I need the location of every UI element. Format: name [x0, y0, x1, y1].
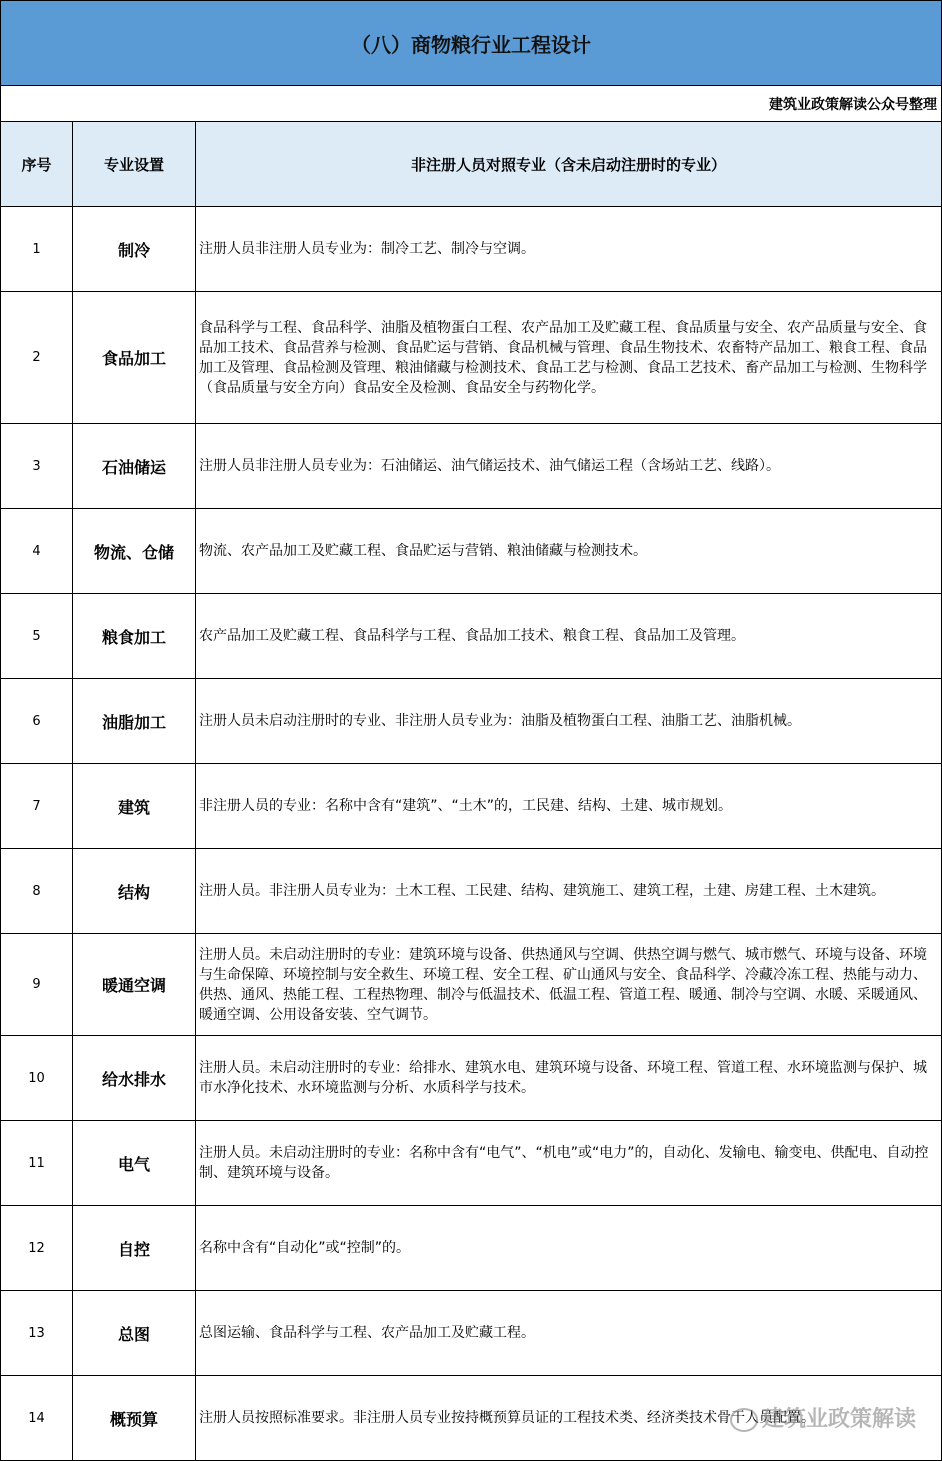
table-row — [1, 849, 942, 934]
table-row — [1, 424, 942, 509]
row-desc: 注册人员。未启动注册时的专业：给排水、建筑水电、建筑环境与设备、环境工程、管道工程、水环境监测与保护、城市水净化技术、水环境监测与分析、水质科学与技术。 — [196, 1036, 942, 1121]
row-major: 制冷 — [73, 207, 196, 292]
row-major: 结构 — [73, 849, 196, 934]
row-desc: 注册人员非注册人员专业为：制冷工艺、制冷与空调。 — [196, 207, 942, 292]
row-desc: 物流、农产品加工及贮藏工程、食品贮运与营销、粮油储藏与检测技术。 — [196, 509, 942, 594]
row-desc: 总图运输、食品科学与工程、农产品加工及贮藏工程。 — [196, 1291, 942, 1376]
row-seq: 13 — [1, 1291, 73, 1376]
row-desc: 注册人员按照标准要求。非注册人员专业按持概预算员证的工程技术类、经济类技术骨干人员配置。 — [196, 1376, 942, 1461]
row-seq: 4 — [1, 509, 73, 594]
watermark-text: 建筑业政策解读 — [762, 1407, 917, 1432]
table-row — [1, 1376, 942, 1461]
row-seq: 9 — [1, 934, 73, 1036]
row-desc: 注册人员。非注册人员专业为：土木工程、工民建、结构、建筑施工、建筑工程，土建、房建工程、土木建筑。 — [196, 849, 942, 934]
row-seq: 7 — [1, 764, 73, 849]
row-seq: 2 — [1, 292, 73, 424]
row-desc: 注册人员。未启动注册时的专业：建筑环境与设备、供热通风与空调、供热空调与燃气、城市燃气、环境与设备、环境与生命保障、环境控制与安全救生、环境工程、安全工程、矿山通风与安全、食品科学、冷藏冷冻工程、热能与动力、供热、通风、热能工程、工程热物理、制冷与低温技术、低温工程、管道工程、暖通、制冷与空调、水暖、采暖通风、暖通空调、公用设备安装、空气调节。 — [196, 934, 942, 1036]
row-major: 概预算 — [73, 1376, 196, 1461]
row-seq: 8 — [1, 849, 73, 934]
table-row — [1, 207, 942, 292]
row-major: 粮食加工 — [73, 594, 196, 679]
row-major: 石油储运 — [73, 424, 196, 509]
credit-line: 建筑业政策解读公众号整理 — [1, 86, 942, 122]
header-major: 专业设置 — [73, 122, 196, 207]
row-seq: 6 — [1, 679, 73, 764]
row-desc: 农产品加工及贮藏工程、食品科学与工程、食品加工技术、粮食工程、食品加工及管理。 — [196, 594, 942, 679]
row-desc: 注册人员非注册人员专业为：石油储运、油气储运技术、油气储运工程（含场站工艺、线路）。 — [196, 424, 942, 509]
table-row — [1, 764, 942, 849]
header-desc: 非注册人员对照专业（含未启动注册时的专业） — [196, 122, 942, 207]
table-row — [1, 1036, 942, 1121]
table-row — [1, 934, 942, 1036]
table-row — [1, 1291, 942, 1376]
row-seq: 12 — [1, 1206, 73, 1291]
row-major: 给水排水 — [73, 1036, 196, 1121]
row-major: 总图 — [73, 1291, 196, 1376]
header-seq: 序号 — [1, 122, 73, 207]
row-desc: 注册人员。未启动注册时的专业：名称中含有“电气”、“机电”或“电力”的，自动化、发输电、输变电、供配电、自动控制、建筑环境与设备。 — [196, 1121, 942, 1206]
table-row — [1, 1206, 942, 1291]
table-row — [1, 679, 942, 764]
row-seq: 11 — [1, 1121, 73, 1206]
row-major: 油脂加工 — [73, 679, 196, 764]
table-row — [1, 509, 942, 594]
row-major: 暖通空调 — [73, 934, 196, 1036]
table-row — [1, 1121, 942, 1206]
row-desc: 注册人员未启动注册时的专业、非注册人员专业为：油脂及植物蛋白工程、油脂工艺、油脂机械。 — [196, 679, 942, 764]
row-seq: 3 — [1, 424, 73, 509]
row-major: 电气 — [73, 1121, 196, 1206]
row-seq: 5 — [1, 594, 73, 679]
table-row — [1, 292, 942, 424]
row-major: 建筑 — [73, 764, 196, 849]
row-major: 自控 — [73, 1206, 196, 1291]
row-major: 物流、仓储 — [73, 509, 196, 594]
row-desc: 食品科学与工程、食品科学、油脂及植物蛋白工程、农产品加工及贮藏工程、食品质量与安全、农产品质量与安全、食品加工技术、食品营养与检测、食品贮运与营销、食品机械与管理、食品生物技术、农畜特产品加工、粮食工程、食品加工及管理、食品检测及管理、粮油储藏与检测技术、食品工艺与检测、食品工艺技术、畜产品加工与检测、生物科学（食品质量与安全方向）食品安全及检测、食品安全与药物化学。 — [196, 292, 942, 424]
row-major: 食品加工 — [73, 292, 196, 424]
header-row — [1, 122, 942, 207]
row-desc: 名称中含有“自动化”或“控制”的。 — [196, 1206, 942, 1291]
row-desc: 非注册人员的专业：名称中含有“建筑”、“土木”的，工民建、结构、土建、城市规划。 — [196, 764, 942, 849]
table-title: （八）商物粮行业工程设计 — [1, 1, 942, 86]
row-seq: 10 — [1, 1036, 73, 1121]
table-row — [1, 594, 942, 679]
row-seq: 1 — [1, 207, 73, 292]
row-seq: 14 — [1, 1376, 73, 1461]
